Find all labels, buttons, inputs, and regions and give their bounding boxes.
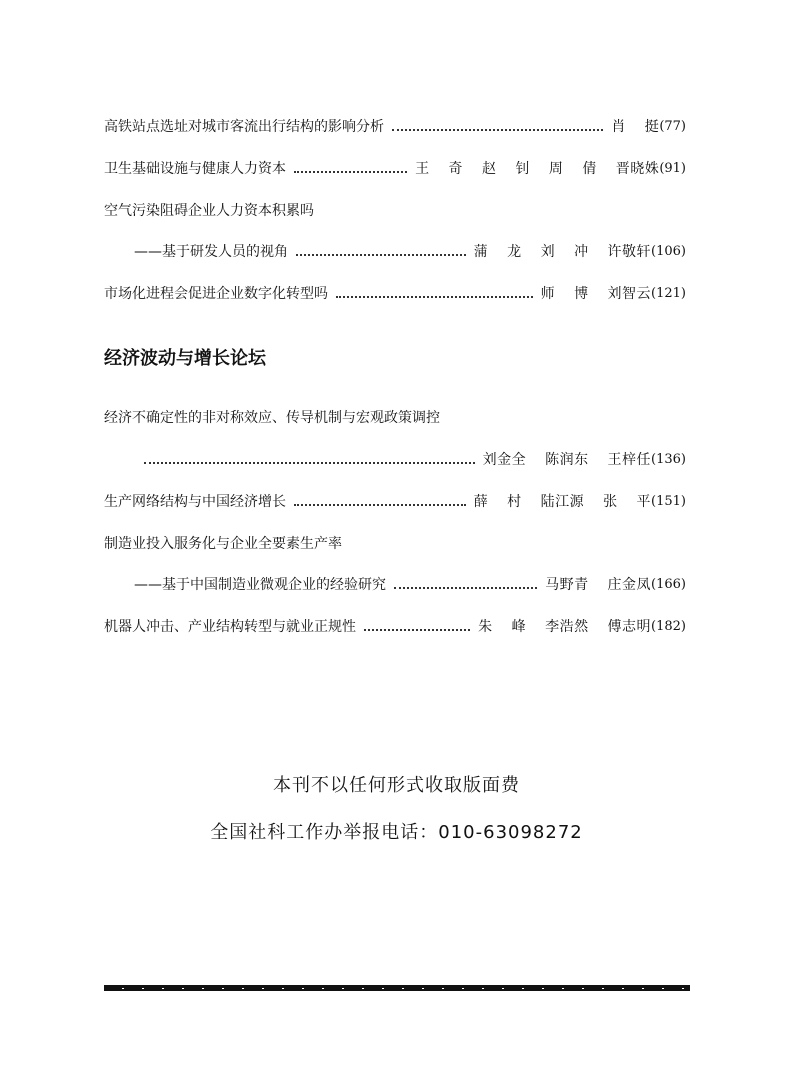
entry-page: (91) [659, 160, 686, 176]
toc-entry [104, 199, 686, 221]
entry-page: (77) [659, 118, 686, 134]
entry-page: (182) [651, 618, 686, 634]
toc-entry-subline [134, 573, 686, 595]
leader-dots [392, 115, 603, 131]
leader-dots [294, 490, 466, 506]
entry-authors: 蒲 龙 刘 冲 许敬轩 [473, 244, 652, 260]
leader-dots [394, 573, 537, 589]
toc-entry [104, 490, 686, 512]
entry-page: (151) [651, 493, 686, 509]
fee-notice: 本刊不以任何形式收取版面费 [273, 775, 520, 796]
toc-entry [104, 115, 686, 137]
entry-subtitle: ——基于中国制造业微观企业的经验研究 [134, 577, 386, 593]
entry-title: 卫生基础设施与健康人力资本 [104, 161, 286, 177]
toc-entry [104, 532, 686, 554]
toc-entry-subline [134, 240, 686, 262]
entry-title: 制造业投入服务化与企业全要素生产率 [104, 536, 342, 552]
entry-authors: 肖 挺 [611, 119, 660, 135]
entry-page: (106) [651, 243, 686, 259]
toc-entry [104, 157, 686, 179]
toc-entry [104, 615, 686, 637]
entry-authors: 朱 峰 李浩然 傅志明 [478, 619, 652, 635]
leader-dots [294, 157, 407, 173]
report-hotline: 全国社科工作办举报电话：010-63098272 [210, 822, 583, 843]
entry-authors: 师 博 刘智云 [540, 286, 652, 302]
entry-authors: 马野青 庄金凤 [545, 577, 652, 593]
entry-title: 空气污染阻碍企业人力资本积累吗 [104, 203, 314, 219]
toc-entry [104, 406, 686, 428]
entry-authors: 薛 村 陆江源 张 平 [473, 494, 652, 510]
entry-page: (166) [651, 576, 686, 592]
leader-dots [364, 615, 470, 631]
entry-title: 高铁站点选址对城市客流出行结构的影响分析 [104, 119, 384, 135]
entry-title: 生产网络结构与中国经济增长 [104, 494, 286, 510]
leader-dots [144, 448, 475, 464]
section-heading: 经济波动与增长论坛 [104, 348, 266, 369]
toc-entry [104, 282, 686, 304]
entry-title: 经济不确定性的非对称效应、传导机制与宏观政策调控 [104, 410, 440, 426]
entry-authors: 王 奇 赵 钊 周 倩 晋晓姝 [415, 161, 660, 177]
entry-page: (136) [651, 451, 686, 467]
leader-dots [296, 240, 466, 256]
entry-authors: 刘金全 陈润东 王梓任 [482, 452, 652, 468]
entry-title: 机器人冲击、产业结构转型与就业正规性 [104, 619, 356, 635]
entry-subtitle: ——基于研发人员的视角 [134, 244, 288, 260]
toc-entry-subline [144, 448, 686, 470]
leader-dots [336, 282, 533, 298]
entry-page: (121) [651, 285, 686, 301]
bottom-rule [104, 985, 690, 991]
entry-title: 市场化进程会促进企业数字化转型吗 [104, 286, 328, 302]
